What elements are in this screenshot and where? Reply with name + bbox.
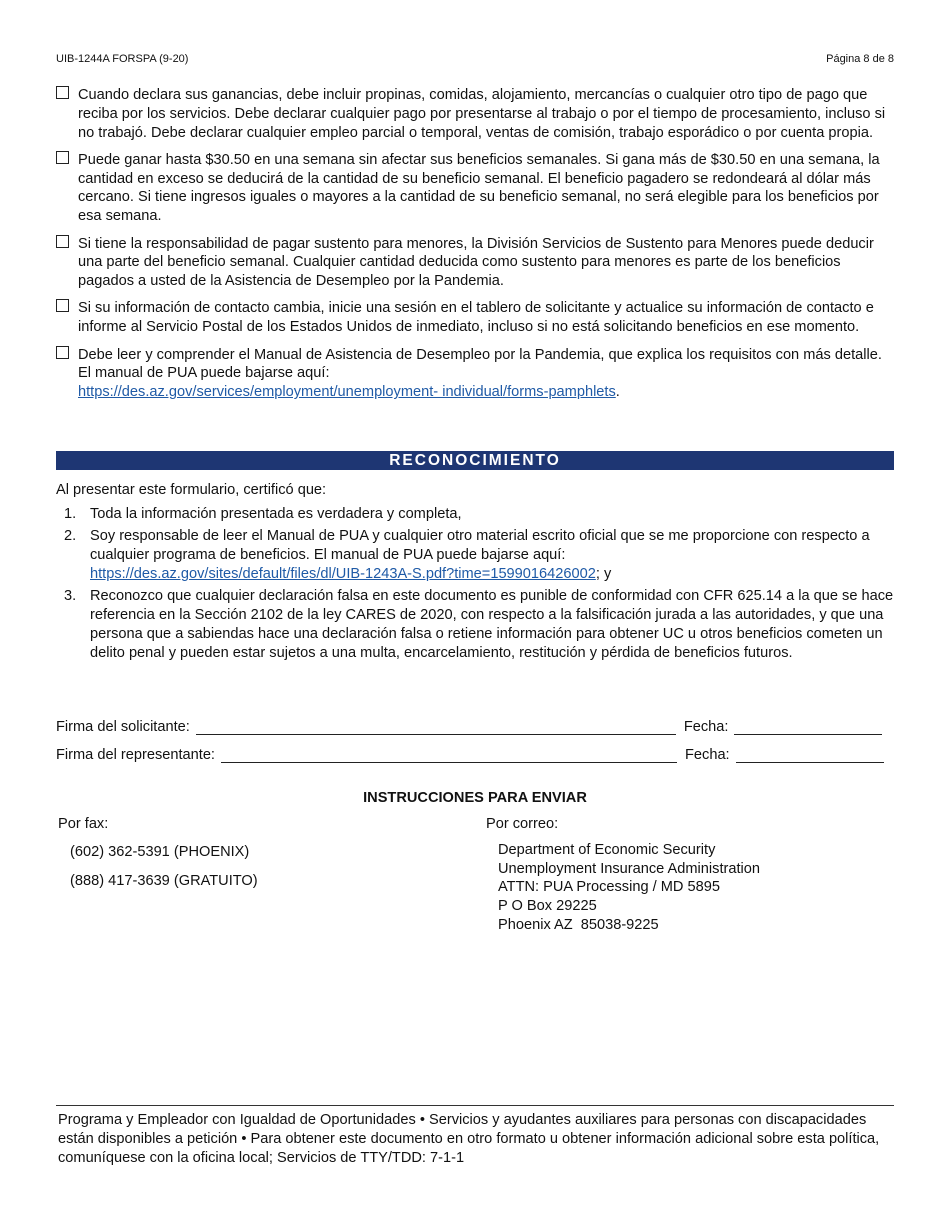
acknowledgment-banner: RECONOCIMIENTO (56, 451, 894, 470)
list-item (56, 527, 896, 583)
applicant-signature-row (56, 718, 894, 735)
list-item (56, 505, 896, 524)
list-item (56, 587, 896, 662)
list-item (56, 86, 896, 142)
fax-number: (602) 362-5391 (PHOENIX) (70, 844, 250, 861)
checklist-text-body: Debe leer y comprender el Manual de Asistencia de Desempleo por la Pandemia, que explica los requisitos con más detalle. El manual de PUA puede bajarse aquí: (78, 346, 882, 382)
item-number: 3. (64, 588, 77, 605)
checklist-text (78, 346, 896, 402)
representative-date-field[interactable] (736, 746, 884, 763)
mail-address (498, 841, 760, 935)
applicant-date-field[interactable] (734, 718, 882, 735)
list-item (56, 235, 896, 291)
link-suffix: ; y (595, 565, 612, 582)
date-label: Fecha: (685, 747, 730, 763)
mail-section (486, 815, 760, 935)
checkbox[interactable] (56, 86, 69, 99)
item-text: Reconozco que cualquier declaración falsa en este documento es punible de conformidad con CFR 625.14 a la que se hace referencia en la Sección 2102 de la ley CARES de 2020, con respecto a la falsificación jurada a las autoridades, y que una persona que a sabiendas hace una declaración falsa o retiene información para obtener UC u otros beneficios cometen un delito penal y pueden estar sujetos a una multa, encarcelamiento, restitución y pérdida de beneficios futuros. (90, 588, 894, 661)
item-number: 1. (64, 506, 77, 522)
address-line: Department of Economic Security (498, 841, 716, 858)
address-line: ATTN: PUA Processing / MD 5895 (498, 879, 720, 896)
fax-section (58, 815, 258, 890)
list-item (56, 299, 896, 337)
address-line: Phoenix AZ 85038-9225 (498, 916, 659, 933)
item-number: 2. (64, 528, 77, 545)
item-text: Toda la información presentada es verdadera y completa, (90, 506, 462, 522)
date-label: Fecha: (683, 719, 729, 735)
list-item (56, 151, 896, 226)
checklist-text: Cuando declara sus ganancias, debe incluir propinas, comidas, alojamiento, mercancías o cualquier otro tipo de pago que reciba por los servicios. Debe declarar cualquier pago por presentarse al trabajo o por el tiempo de procesamiento, incluso si no trabajó. Debe declarar cualquier empleo parcial o temporal, ventas de comisión, trabajo esporádico o por cuenta propia. (78, 87, 886, 141)
item-text (90, 527, 896, 583)
representative-signature-label: Firma del representante: (56, 747, 215, 763)
checklist-text: Si su información de contacto cambia, inicie una sesión en el tablero de solicitante y actualice su información de contacto e informe al Servicio Postal de los Estados Unidos de inmediato, incluso si no está solicitando beneficios en ese momento. (78, 300, 874, 336)
representative-signature-field[interactable] (221, 746, 677, 763)
checkbox[interactable] (56, 346, 69, 359)
pua-manual-link[interactable]: https://des.az.gov/sites/default/files/dl/UIB-1243A-S.pdf?time=1599016426002 (90, 565, 596, 582)
fax-label: Por fax: (58, 816, 109, 832)
representative-signature-row (56, 746, 894, 763)
checklist-text: Si tiene la responsabilidad de pagar sustento para menores, la División Servicios de Sustento para Menores puede deducir una parte del beneficio semanal. Cualquier cantidad deducida como sustento para menores es parte de los beneficios pagados a usted de la Asistencia de Desempleo por la Pandemia. (78, 235, 874, 290)
forms-pamphlets-link[interactable]: https://des.az.gov/services/employment/unemployment- individual/forms-pamphlets (78, 384, 616, 401)
address-line: Unemployment Insurance Administration (498, 860, 761, 877)
item-text-body: Soy responsable de leer el Manual de PUA y cualquier otro material escrito oficial que se me proporcione con respecto a cualquier programa de beneficios. El manual de PUA puede bajarse aquí: (90, 528, 870, 564)
checkbox[interactable] (56, 299, 69, 312)
address-line: P O Box 29225 (498, 898, 597, 915)
footer-divider (56, 1105, 894, 1106)
applicant-signature-label: Firma del solicitante: (56, 719, 190, 735)
acknowledgment-intro: Al presentar este formulario, certificó que: (56, 482, 327, 498)
footer-text: Programa y Empleador con Igualdad de Oportunidades • Servicios y ayudantes auxiliares para personas con discapacidades están disponibles a petición • Para obtener este documento en otro formato u obtener información adicional sobre esta política, comuníquese con la oficina local; Servicios de TTY/TDD: 7-1-1 (58, 1112, 880, 1166)
fax-number: (888) 417-3639 (GRATUITO) (70, 872, 258, 889)
page-header (56, 53, 894, 65)
checklist (56, 86, 896, 410)
page-number: Página 8 de 8 (826, 53, 894, 65)
acknowledgment-list (56, 505, 896, 666)
applicant-signature-field[interactable] (196, 718, 676, 735)
link-suffix: . (615, 384, 620, 401)
checklist-text: Puede ganar hasta $30.50 en una semana sin afectar sus beneficios semanales. Si gana más de $30.50 en una semana, la cantidad en exceso se deducirá de la cantidad de su beneficio semanal. El beneficio pagadero se redondeará al dólar más cercano. Si tiene ingresos iguales o mayores a la cantidad de su beneficio semanal, no será elegible para los beneficios por esa semana. (78, 151, 880, 225)
checkbox[interactable] (56, 151, 69, 164)
mail-label: Por correo: (486, 816, 559, 832)
list-item (56, 346, 896, 402)
submission-title: INSTRUCCIONES PARA ENVIAR (363, 790, 587, 806)
checkbox[interactable] (56, 235, 69, 248)
form-id: UIB-1244A FORSPA (9-20) (56, 53, 189, 65)
